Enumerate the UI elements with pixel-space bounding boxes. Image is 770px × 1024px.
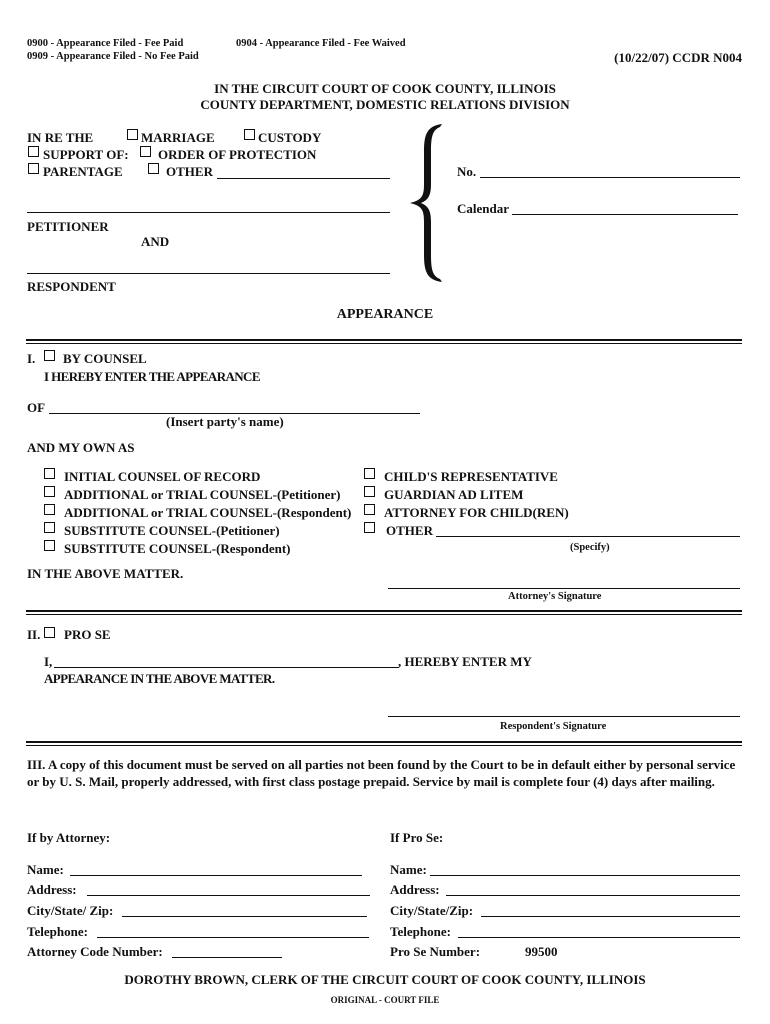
specify-caption: (Specify) bbox=[570, 542, 610, 553]
support-of-label: SUPPORT OF: bbox=[43, 147, 129, 162]
divider-top-1 bbox=[26, 339, 742, 341]
and-label: AND bbox=[141, 234, 170, 249]
substitute-counsel-respondent-checkbox[interactable] bbox=[44, 540, 55, 551]
code-0904: 0904 - Appearance Filed - Fee Waived bbox=[236, 38, 406, 49]
clerk-footer: DOROTHY BROWN, CLERK OF THE CIRCUIT COURT OF COOK COUNTY, ILLINOIS bbox=[124, 972, 646, 987]
initial-counsel-label: INITIAL COUNSEL OF RECORD bbox=[64, 469, 261, 484]
respondent-signature-line[interactable] bbox=[388, 716, 740, 717]
attorney-code-label: Attorney Code Number: bbox=[27, 944, 163, 959]
substitute-counsel-petitioner-checkbox[interactable] bbox=[44, 522, 55, 533]
additional-counsel-respondent-checkbox[interactable] bbox=[44, 504, 55, 515]
respondent-label: RESPONDENT bbox=[27, 279, 116, 294]
insert-party-caption: (Insert party's name) bbox=[166, 414, 284, 429]
guardian-ad-litem-checkbox[interactable] bbox=[364, 486, 375, 497]
prose-city-line[interactable] bbox=[481, 916, 740, 917]
support-of-checkbox[interactable] bbox=[28, 146, 39, 157]
respondent-signature-caption: Respondent's Signature bbox=[500, 721, 607, 732]
court-line-2: COUNTY DEPARTMENT, DOMESTIC RELATIONS DIVISION bbox=[200, 97, 570, 112]
in-re-the-label: IN RE THE bbox=[27, 130, 94, 145]
marriage-checkbox[interactable] bbox=[127, 129, 138, 140]
order-of-protection-checkbox[interactable] bbox=[140, 146, 151, 157]
prose-name-line[interactable] bbox=[430, 875, 740, 876]
by-counsel-label: BY COUNSEL bbox=[63, 351, 147, 366]
parentage-label: PARENTAGE bbox=[43, 164, 123, 179]
in-above-matter-text: IN THE ABOVE MATTER. bbox=[27, 566, 184, 581]
childs-representative-label: CHILD'S REPRESENTATIVE bbox=[384, 469, 558, 484]
attorney-block-heading: If by Attorney: bbox=[27, 830, 111, 845]
hereby-enter-text: , HEREBY ENTER MY bbox=[398, 654, 532, 669]
section1-numeral: I. bbox=[27, 351, 36, 366]
by-counsel-checkbox[interactable] bbox=[44, 350, 55, 361]
other-role-label: OTHER bbox=[386, 523, 433, 538]
divider-mid-1 bbox=[26, 610, 742, 612]
pro-se-label: PRO SE bbox=[64, 627, 111, 642]
other-line[interactable] bbox=[217, 178, 390, 179]
other-label: OTHER bbox=[166, 164, 213, 179]
prose-number-value: 99500 bbox=[525, 944, 558, 959]
court-line-1: IN THE CIRCUIT COURT OF COOK COUNTY, ILLINOIS bbox=[214, 81, 556, 96]
section2-numeral: II. bbox=[27, 627, 41, 642]
custody-checkbox[interactable] bbox=[244, 129, 255, 140]
attorney-for-children-label: ATTORNEY FOR CHILD(REN) bbox=[384, 505, 569, 520]
additional-counsel-respondent-label: ADDITIONAL or TRIAL COUNSEL-(Respondent) bbox=[64, 505, 352, 520]
and-my-own-as-label: AND MY OWN AS bbox=[27, 440, 135, 455]
attorney-signature-caption: Attorney's Signature bbox=[508, 591, 602, 602]
calendar-label: Calendar bbox=[457, 201, 509, 216]
additional-counsel-petitioner-checkbox[interactable] bbox=[44, 486, 55, 497]
custody-label: CUSTODY bbox=[258, 130, 322, 145]
pro-se-checkbox[interactable] bbox=[44, 627, 55, 638]
divider-mid-2 bbox=[26, 614, 742, 615]
prose-telephone-line[interactable] bbox=[458, 937, 740, 938]
prose-address-label: Address: bbox=[390, 882, 440, 897]
code-0900: 0900 - Appearance Filed - Fee Paid bbox=[27, 38, 184, 49]
divider-bottom-2 bbox=[26, 745, 742, 746]
prose-block-heading: If Pro Se: bbox=[390, 830, 444, 845]
caption-brace-icon bbox=[406, 122, 446, 284]
attorney-name-line[interactable] bbox=[70, 875, 362, 876]
pro-se-name-line[interactable] bbox=[54, 667, 399, 668]
initial-counsel-checkbox[interactable] bbox=[44, 468, 55, 479]
of-label: OF bbox=[27, 400, 46, 415]
service-notice: III. A copy of this document must be served on all parties not been found by the Court to be in default either by personal service or by U. S. Mail, properly addressed, with first class postage prepaid. Service by mail is complete four (4) days after mailing. bbox=[27, 757, 736, 789]
i-label: I, bbox=[44, 654, 53, 669]
attorney-city-label: City/State/ Zip: bbox=[27, 903, 114, 918]
case-no-label: No. bbox=[457, 164, 477, 179]
attorney-signature-line[interactable] bbox=[388, 588, 740, 589]
attorney-code-line[interactable] bbox=[172, 957, 282, 958]
divider-bottom-1 bbox=[26, 741, 742, 743]
other-role-line[interactable] bbox=[436, 536, 740, 537]
attorney-name-label: Name: bbox=[27, 862, 64, 877]
attorney-telephone-label: Telephone: bbox=[27, 924, 88, 939]
code-0909: 0909 - Appearance Filed - No Fee Paid bbox=[27, 51, 199, 62]
order-of-protection-label: ORDER OF PROTECTION bbox=[158, 147, 317, 162]
childs-representative-checkbox[interactable] bbox=[364, 468, 375, 479]
additional-counsel-petitioner-label: ADDITIONAL or TRIAL COUNSEL-(Petitioner) bbox=[64, 487, 341, 502]
other-checkbox[interactable] bbox=[148, 163, 159, 174]
divider-top-2 bbox=[26, 343, 742, 344]
attorney-for-children-checkbox[interactable] bbox=[364, 504, 375, 515]
appearance-above-text: APPEARANCE IN THE ABOVE MATTER. bbox=[44, 671, 275, 686]
original-court-file: ORIGINAL - COURT FILE bbox=[330, 995, 440, 1005]
parentage-checkbox[interactable] bbox=[28, 163, 39, 174]
page-title: APPEARANCE bbox=[336, 307, 434, 322]
substitute-counsel-petitioner-label: SUBSTITUTE COUNSEL-(Petitioner) bbox=[64, 523, 280, 538]
enter-appearance-text: I HEREBY ENTER THE APPEARANCE bbox=[44, 369, 260, 384]
guardian-ad-litem-label: GUARDIAN AD LITEM bbox=[384, 487, 524, 502]
petitioner-label: PETITIONER bbox=[27, 219, 109, 234]
attorney-city-line[interactable] bbox=[122, 916, 367, 917]
other-role-checkbox[interactable] bbox=[364, 522, 375, 533]
prose-number-label: Pro Se Number: bbox=[390, 944, 481, 959]
attorney-address-label: Address: bbox=[27, 882, 77, 897]
petitioner-name-line[interactable] bbox=[27, 212, 390, 213]
marriage-label: MARRIAGE bbox=[141, 130, 215, 145]
substitute-counsel-respondent-label: SUBSTITUTE COUNSEL-(Respondent) bbox=[64, 541, 291, 556]
attorney-address-line[interactable] bbox=[87, 895, 370, 896]
case-no-line[interactable] bbox=[480, 177, 740, 178]
prose-city-label: City/State/Zip: bbox=[390, 903, 474, 918]
respondent-name-line[interactable] bbox=[27, 273, 390, 274]
prose-address-line[interactable] bbox=[446, 895, 740, 896]
calendar-line[interactable] bbox=[512, 214, 738, 215]
attorney-telephone-line[interactable] bbox=[97, 937, 369, 938]
prose-name-label: Name: bbox=[390, 862, 427, 877]
form-id: (10/22/07) CCDR N004 bbox=[614, 50, 742, 65]
prose-telephone-label: Telephone: bbox=[390, 924, 451, 939]
